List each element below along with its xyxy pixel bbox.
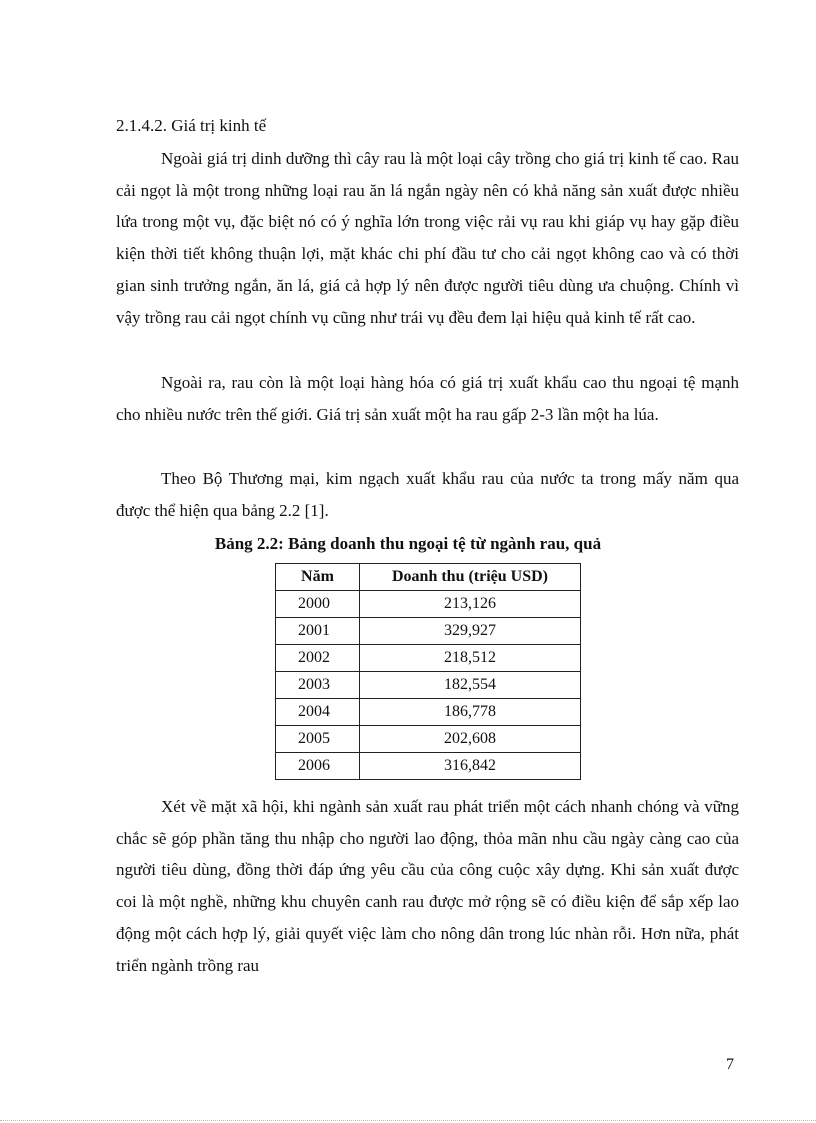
- year-cell: 2000: [276, 591, 360, 618]
- revenue-cell: 218,512: [360, 645, 581, 672]
- revenue-cell: 182,554: [360, 672, 581, 699]
- paragraph-ministry-reference: Theo Bộ Thương mại, kim ngạch xuất khẩu rau của nước ta trong mấy năm qua được thể hiện qua bảng 2.2 [1].: [116, 469, 739, 520]
- column-header-year: Năm: [276, 564, 360, 591]
- table-row: [276, 591, 581, 618]
- table-row: [276, 726, 581, 753]
- year-cell: 2003: [276, 672, 360, 699]
- year-cell: 2004: [276, 699, 360, 726]
- year-cell: 2001: [276, 618, 360, 645]
- paragraph-social-value: Xét về mặt xã hội, khi ngành sản xuất rau phát triển một cách nhanh chóng và vững chắc sẽ góp phần tăng thu nhập cho người lao động, thỏa mãn nhu cầu ngày càng cao của người tiêu dùng, đồng thời đáp ứng yêu cầu của công cuộc xây dựng. Khi sản xuất được coi là một nghề, những khu chuyên canh rau được mở rộng sẽ có điều kiện để sắp xếp lao động một cách hợp lý, giải quyết việc làm cho nông dân trong lúc nhàn rỗi. Hơn nữa, phát triển ngành trồng rau: [116, 797, 739, 975]
- revenue-cell: 186,778: [360, 699, 581, 726]
- table-row: [276, 645, 581, 672]
- section-heading: 2.1.4.2. Giá trị kinh tế: [116, 116, 267, 135]
- table-header-row: [276, 564, 581, 591]
- page-number: 7: [726, 1056, 734, 1073]
- revenue-cell: 202,608: [360, 726, 581, 753]
- revenue-cell: 316,842: [360, 753, 581, 780]
- paragraph-export-value: Ngoài ra, rau còn là một loại hàng hóa có giá trị xuất khẩu cao thu ngoại tệ mạnh cho nhiều nước trên thế giới. Giá trị sản xuất một ha rau gấp 2-3 lần một ha lúa.: [116, 373, 739, 424]
- revenue-cell: 213,126: [360, 591, 581, 618]
- revenue-table: [275, 563, 581, 780]
- year-cell: 2005: [276, 726, 360, 753]
- table-row: [276, 672, 581, 699]
- table-row: [276, 618, 581, 645]
- table-row: [276, 753, 581, 780]
- year-cell: 2002: [276, 645, 360, 672]
- revenue-cell: 329,927: [360, 618, 581, 645]
- paragraph-economic-value: Ngoài giá trị dinh dưỡng thì cây rau là một loại cây trồng cho giá trị kinh tế cao. Rau cải ngọt là một trong những loại rau ăn lá ngắn ngày nên có khả năng sản xuất được nhiều lứa trong một vụ, đặc biệt nó có ý nghĩa lớn trong việc rải vụ rau khi giáp vụ hay gặp điều kiện thời tiết không thuận lợi, mặt khác chi phí đầu tư cho cải ngọt không cao và có thời gian sinh trưởng ngắn, ăn lá, giá cả hợp lý nên được người tiêu dùng ưa chuộng. Chính vì vậy trồng rau cải ngọt chính vụ cũng như trái vụ đều đem lại hiệu quả kinh tế rất cao.: [116, 149, 739, 327]
- column-header-revenue: Doanh thu (triệu USD): [360, 564, 581, 591]
- table-row: [276, 699, 581, 726]
- table-caption: Bảng 2.2: Bảng doanh thu ngoại tệ từ ngành rau, quả: [214, 534, 602, 553]
- year-cell: 2006: [276, 753, 360, 780]
- page-break-divider: [0, 1120, 816, 1121]
